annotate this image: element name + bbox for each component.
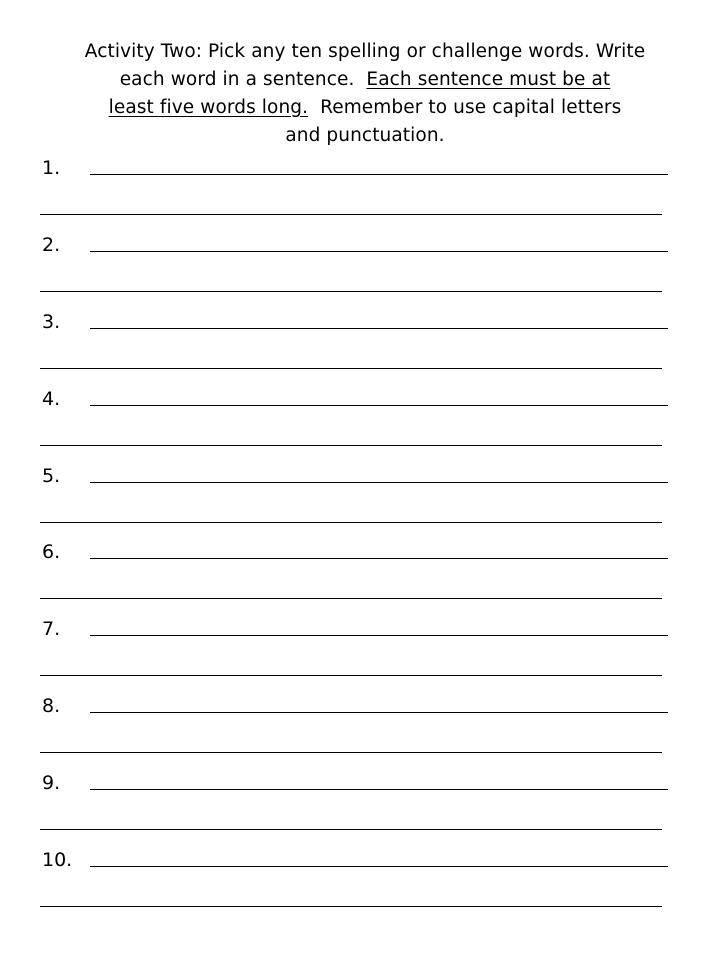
writing-line-continuation[interactable] <box>40 368 662 369</box>
writing-line-continuation[interactable] <box>40 906 662 907</box>
item-number: 4. <box>42 388 61 410</box>
item-number: 5. <box>42 465 61 487</box>
writing-line-continuation[interactable] <box>40 522 662 523</box>
item-number: 9. <box>42 772 61 794</box>
item-number: 8. <box>42 695 61 717</box>
item-number: 6. <box>42 541 61 563</box>
item-number: 10. <box>42 849 73 871</box>
instructions-line-2-text: each word in a sentence. <box>119 69 367 90</box>
writing-line-continuation[interactable] <box>40 214 662 215</box>
writing-line-continuation[interactable] <box>40 445 662 446</box>
writing-line[interactable] <box>90 328 668 329</box>
instructions-underlined-requirement-2: least five words long. <box>108 97 309 118</box>
writing-line-continuation[interactable] <box>40 829 662 830</box>
item-number: 3. <box>42 311 61 333</box>
instructions-line-2 <box>30 66 700 94</box>
writing-line[interactable] <box>90 712 668 713</box>
writing-line-continuation[interactable] <box>40 291 662 292</box>
writing-line[interactable] <box>90 789 668 790</box>
item-number: 2. <box>42 234 61 256</box>
instructions-underlined-requirement-1: Each sentence must be at <box>366 69 611 90</box>
instructions <box>30 38 700 150</box>
writing-line-continuation[interactable] <box>40 675 662 676</box>
writing-line[interactable] <box>90 558 668 559</box>
item-number: 1. <box>42 157 61 179</box>
item-number: 7. <box>42 618 61 640</box>
instructions-line-4: and punctuation. <box>285 125 445 146</box>
writing-line[interactable] <box>90 251 668 252</box>
writing-line[interactable] <box>90 405 668 406</box>
writing-line[interactable] <box>90 174 668 175</box>
instructions-line-3-text: Remember to use capital letters <box>308 97 622 118</box>
writing-line[interactable] <box>90 635 668 636</box>
writing-line-continuation[interactable] <box>40 598 662 599</box>
instructions-line-3 <box>30 94 700 122</box>
writing-line[interactable] <box>90 482 668 483</box>
writing-line-continuation[interactable] <box>40 752 662 753</box>
writing-line[interactable] <box>90 866 668 867</box>
instructions-line-1: Activity Two: Pick any ten spelling or challenge words. Write <box>84 41 646 62</box>
